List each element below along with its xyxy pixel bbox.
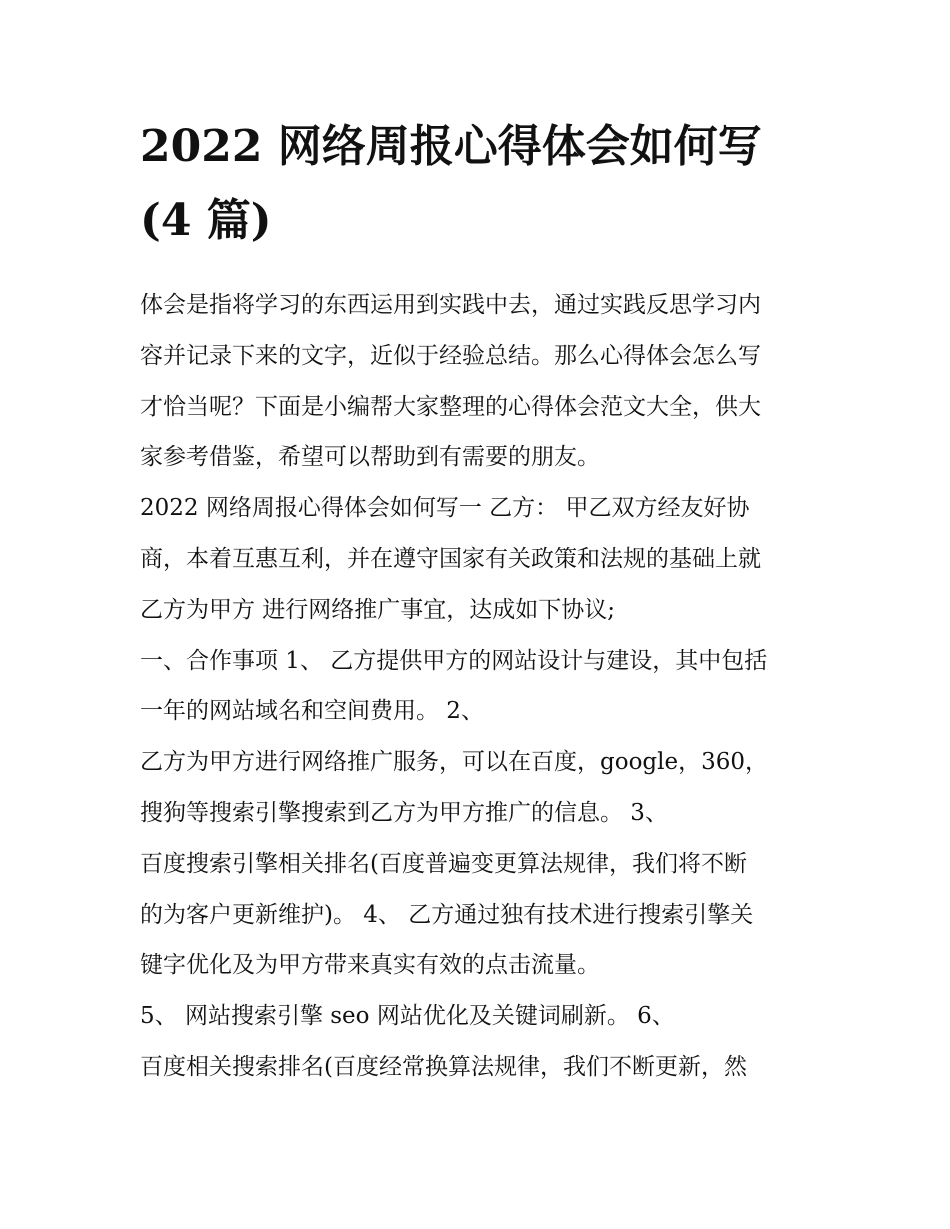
document-title: [140, 110, 820, 258]
text-line: 家参考借鉴，希望可以帮助到有需要的朋友。: [140, 444, 600, 471]
text-line: 容并记录下来的文字，近似于经验总结。那么心得体会怎么写: [140, 342, 761, 369]
text-line: 乙方为甲方进行网络推广服务，可以在百度，google，360，: [140, 749, 769, 776]
paragraph-item-5: [140, 991, 820, 1042]
document-page: [140, 110, 820, 1093]
paragraph-item-2: [140, 737, 820, 839]
text-line: 百度搜索引擎相关排名(百度普遍变更算法规律，我们将不断: [140, 850, 747, 877]
text-line: 乙方为甲方 进行网络推广事宜，达成如下协议;: [140, 596, 616, 623]
text-line: 5、 网站搜索引擎 seo 网站优化及关键词刷新。 6、: [140, 1003, 675, 1030]
paragraph-item-6: [140, 1042, 820, 1093]
paragraph-agreement: [140, 483, 820, 635]
paragraph-item-3: [140, 839, 820, 991]
text-line: 商，本着互惠互利，并在遵守国家有关政策和法规的基础上就: [140, 545, 761, 572]
text-line: 百度相关搜索排名(百度经常换算法规律，我们不断更新，然: [140, 1053, 747, 1080]
text-line: 的为客户更新维护)。 4、 乙方通过独有技术进行搜索引擎关: [140, 901, 754, 928]
text-line: 一年的网站域名和空间费用。 2、: [140, 698, 484, 725]
paragraph-item-1: [140, 636, 820, 738]
text-line: 键字优化及为甲方带来真实有效的点击流量。: [140, 952, 600, 979]
text-line: 2022 网络周报心得体会如何写一 乙方： 甲乙双方经友好协: [140, 495, 750, 522]
text-line: 一、合作事项 1、 乙方提供甲方的网站设计与建设，其中包括: [140, 647, 768, 674]
paragraph-intro: [140, 280, 820, 483]
document-body: [140, 280, 820, 1093]
text-line: 搜狗等搜索引擎搜索到乙方为甲方推广的信息。 3、: [140, 799, 668, 826]
title-line: 2022 网络周报心得体会如何写: [140, 121, 762, 172]
text-line: 才恰当呢？下面是小编帮大家整理的心得体会范文大全，供大: [140, 393, 761, 420]
title-line: (4 篇): [140, 195, 272, 246]
text-line: 体会是指将学习的东西运用到实践中去，通过实践反思学习内: [140, 292, 761, 318]
